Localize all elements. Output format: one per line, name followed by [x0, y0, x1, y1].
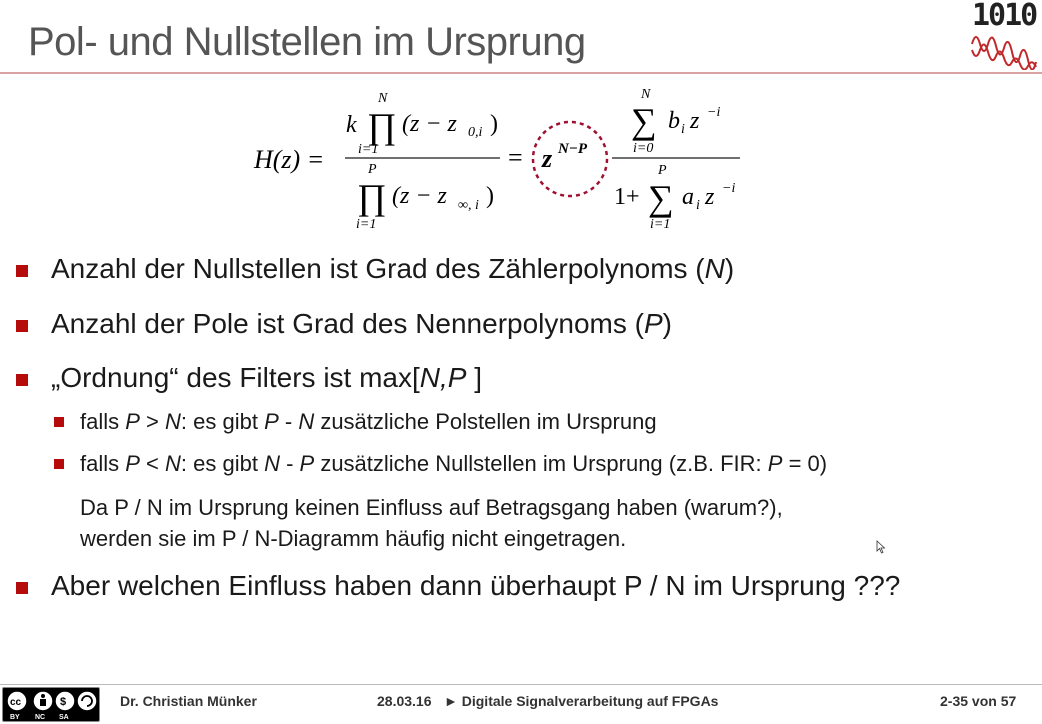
bullet-poles: [51, 308, 672, 340]
text-span: = 0): [782, 451, 828, 476]
svg-text:cc: cc: [10, 697, 22, 708]
formula-num2-b: b: [668, 108, 680, 134]
text-span: -: [278, 409, 299, 434]
text-span: : es gibt: [180, 451, 265, 476]
formula-num2-exp: −i: [707, 105, 721, 120]
bullet-marker: [16, 265, 28, 277]
bullet-poles-post: ): [662, 308, 672, 339]
formula-num2-z: z: [690, 108, 700, 134]
bullet-marker: [16, 374, 28, 386]
formula-prod-symbol: ∏: [367, 106, 397, 146]
footer-page-number: 2-35 von 57: [940, 693, 1017, 709]
sub-bullet-poles-origin: [80, 409, 657, 435]
bullet-zeros-text: Anzahl der Nullstellen ist Grad des Zählerpolynoms (: [51, 253, 705, 284]
formula-den2-a: a: [682, 184, 694, 210]
bullet-question: [51, 570, 900, 602]
formula-sum-symbol: ∑: [631, 101, 657, 141]
text-span: -: [279, 451, 300, 476]
formula-den2-sum-top: P: [658, 163, 667, 178]
var-span: P: [299, 451, 315, 476]
formula-prod-bot: i=1: [358, 142, 379, 157]
text-span: : es gibt: [180, 409, 265, 434]
formula-den2-sum-symbol: ∑: [648, 178, 674, 218]
formula-circled-exp: N−P: [558, 141, 588, 157]
formula-den-prod-symbol: ∏: [357, 177, 387, 217]
formula-num2-sub: i: [681, 122, 685, 137]
var-span: N: [165, 451, 181, 476]
formula-den2-sum-bot: i=1: [650, 217, 671, 232]
formula-num-sub: 0,i: [468, 125, 483, 140]
logo-bits: 1010: [972, 0, 1037, 33]
bullet-zeros-post: ): [724, 253, 735, 284]
cc-label-by: BY: [10, 714, 20, 721]
note-line-1: Da P / N im Ursprung keinen Einfluss auf Betragsgang haben (warum?),: [80, 495, 783, 520]
bullet-order-post: ]: [466, 362, 483, 393]
formula-circled-z: z: [542, 144, 553, 173]
text-span: zusätzliche Polstellen im Ursprung: [314, 409, 657, 434]
formula-sum-top: N: [641, 87, 651, 102]
cc-label-sa: SA: [59, 714, 69, 721]
var-span: N: [264, 451, 280, 476]
formula-den-top: P: [368, 162, 377, 177]
bullet-order-text: „Ordnung“ des Filters ist max[: [51, 362, 420, 393]
mouse-cursor-icon: [876, 540, 886, 554]
footer: [0, 684, 1042, 720]
bullet-order-var: N,P: [419, 362, 467, 393]
formula-den-bot: i=1: [356, 217, 377, 232]
bullet-zeros-var: N: [704, 253, 725, 284]
var-span: P: [125, 451, 140, 476]
sub-bullet-zeros-origin: [80, 451, 827, 477]
formula-sum-bot: i=0: [633, 141, 654, 156]
formula-den-sub: ∞, i: [458, 198, 479, 213]
text-span: >: [139, 409, 166, 434]
formula-den-term: (z − z: [392, 183, 447, 209]
formula-lhs: H(z) =: [254, 145, 325, 174]
svg-text:$: $: [60, 696, 67, 708]
bullet-poles-text: Anzahl der Pole ist Grad des Nennerpolynoms (: [51, 308, 644, 339]
note-line-2: werden sie im P / N-Diagramm häufig nicht eingetragen.: [80, 526, 627, 551]
formula-equals: =: [508, 143, 523, 172]
title-divider: [0, 72, 1042, 74]
bullet-zeros: [51, 253, 734, 285]
logo-icon: [966, 0, 1042, 70]
transfer-function-formula: [250, 82, 750, 237]
text-span: <: [139, 451, 166, 476]
footer-divider: [0, 684, 1042, 685]
cc-label-nc: NC: [35, 714, 46, 721]
formula-prod-top: N: [378, 91, 388, 106]
slide-title: Pol- und Nullstellen im Ursprung: [28, 20, 586, 64]
formula-num-term: (z − z: [402, 111, 457, 137]
var-span: P: [767, 451, 783, 476]
formula-den2-z: z: [705, 184, 715, 210]
cc-license-icon[interactable]: [2, 687, 100, 722]
var-span: P: [125, 409, 140, 434]
footer-date: 28.03.16: [377, 693, 432, 709]
bullet-question-text: Aber welchen Einfluss haben dann überhaupt P / N im Ursprung ???: [51, 570, 901, 601]
formula-k: k: [346, 112, 357, 138]
var-span: P: [264, 409, 279, 434]
bullet-marker: [16, 582, 28, 594]
text-span: falls: [80, 409, 126, 434]
formula-den-close: ): [486, 183, 494, 209]
formula-num-close: ): [490, 111, 498, 137]
var-span: N: [165, 409, 181, 434]
footer-talk-title: [444, 693, 718, 709]
bullet-order: [51, 362, 482, 394]
text-span: falls: [80, 451, 126, 476]
sub-bullet-marker: [54, 417, 64, 427]
bullet-marker: [16, 320, 28, 332]
note-paragraph: [80, 492, 783, 554]
var-span: N: [298, 409, 315, 434]
footer-talk-text: Digitale Signalverarbeitung auf FPGAs: [461, 693, 719, 709]
formula-den2-sub: i: [696, 198, 700, 213]
formula-den2-one: 1+: [614, 184, 640, 210]
formula-den2-exp: −i: [722, 181, 736, 196]
footer-arrow-icon: ►: [444, 693, 458, 709]
text-span: zusätzliche Nullstellen im Ursprung (z.B. FIR:: [314, 451, 768, 476]
bullet-poles-var: P: [643, 308, 663, 339]
footer-author: Dr. Christian Münker: [120, 693, 257, 709]
sub-bullet-marker: [54, 459, 64, 469]
